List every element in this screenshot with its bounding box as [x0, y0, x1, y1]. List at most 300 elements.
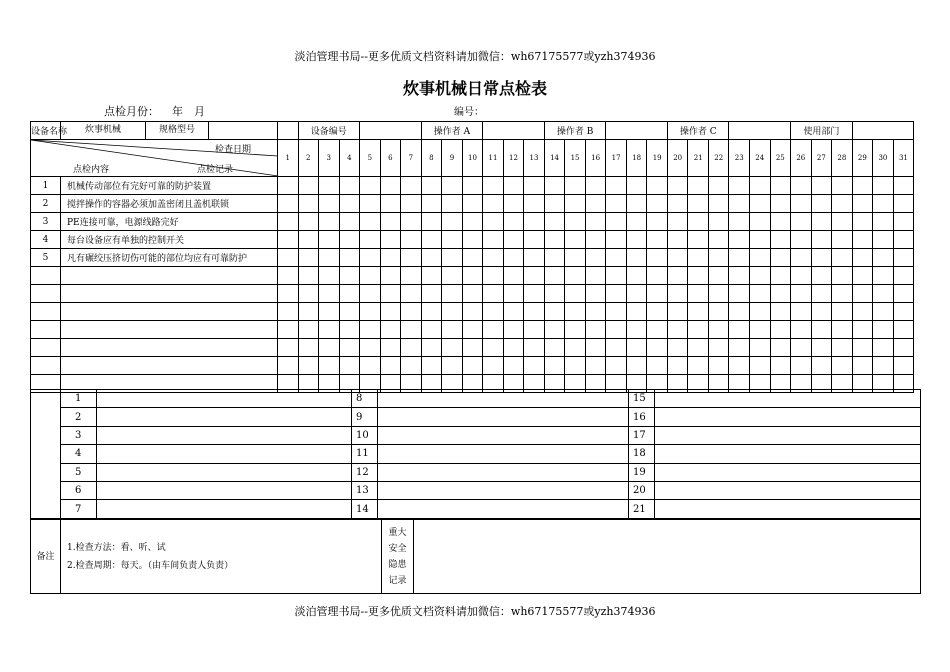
day-check-cell[interactable] [503, 303, 524, 321]
day-check-cell[interactable] [483, 357, 504, 375]
day-check-cell[interactable] [462, 177, 483, 195]
day-check-cell[interactable] [626, 303, 647, 321]
day-check-cell[interactable] [791, 339, 812, 357]
day-check-cell[interactable] [544, 177, 565, 195]
day-check-cell[interactable] [298, 177, 319, 195]
record-entry[interactable] [655, 426, 921, 444]
day-check-cell[interactable] [708, 321, 729, 339]
record-entry[interactable] [655, 390, 921, 408]
day-check-cell[interactable] [421, 249, 442, 267]
day-check-cell[interactable] [339, 177, 360, 195]
day-check-cell[interactable] [442, 357, 463, 375]
day-check-cell[interactable] [791, 213, 812, 231]
day-check-cell[interactable] [585, 339, 606, 357]
day-check-cell[interactable] [278, 285, 299, 303]
day-check-cell[interactable] [811, 267, 832, 285]
day-check-cell[interactable] [360, 303, 381, 321]
day-check-cell[interactable] [832, 321, 853, 339]
day-check-cell[interactable] [524, 321, 545, 339]
day-check-cell[interactable] [626, 231, 647, 249]
day-check-cell[interactable] [544, 249, 565, 267]
day-check-cell[interactable] [585, 285, 606, 303]
day-check-cell[interactable] [606, 303, 627, 321]
day-check-cell[interactable] [893, 267, 914, 285]
day-check-cell[interactable] [442, 249, 463, 267]
day-check-cell[interactable] [483, 195, 504, 213]
day-check-cell[interactable] [811, 249, 832, 267]
day-check-cell[interactable] [626, 177, 647, 195]
operator-c-value[interactable] [729, 122, 791, 140]
day-check-cell[interactable] [647, 357, 668, 375]
record-entry[interactable] [655, 445, 921, 463]
day-check-cell[interactable] [483, 339, 504, 357]
day-check-cell[interactable] [462, 249, 483, 267]
day-check-cell[interactable] [565, 267, 586, 285]
day-check-cell[interactable] [852, 321, 873, 339]
day-check-cell[interactable] [647, 267, 668, 285]
day-check-cell[interactable] [667, 231, 688, 249]
day-check-cell[interactable] [565, 303, 586, 321]
day-check-cell[interactable] [873, 267, 894, 285]
day-check-cell[interactable] [729, 357, 750, 375]
day-check-cell[interactable] [729, 267, 750, 285]
day-check-cell[interactable] [339, 285, 360, 303]
day-check-cell[interactable] [524, 195, 545, 213]
day-check-cell[interactable] [750, 357, 771, 375]
day-check-cell[interactable] [811, 303, 832, 321]
day-check-cell[interactable] [278, 195, 299, 213]
day-check-cell[interactable] [319, 303, 340, 321]
day-check-cell[interactable] [750, 339, 771, 357]
day-check-cell[interactable] [667, 303, 688, 321]
day-check-cell[interactable] [832, 339, 853, 357]
day-check-cell[interactable] [852, 285, 873, 303]
day-check-cell[interactable] [667, 177, 688, 195]
day-check-cell[interactable] [729, 339, 750, 357]
day-check-cell[interactable] [852, 357, 873, 375]
record-entry[interactable] [378, 390, 629, 408]
day-check-cell[interactable] [667, 249, 688, 267]
day-check-cell[interactable] [503, 177, 524, 195]
day-check-cell[interactable] [852, 231, 873, 249]
day-check-cell[interactable] [750, 195, 771, 213]
day-check-cell[interactable] [442, 195, 463, 213]
day-check-cell[interactable] [770, 303, 791, 321]
day-check-cell[interactable] [606, 339, 627, 357]
day-check-cell[interactable] [770, 213, 791, 231]
day-check-cell[interactable] [585, 249, 606, 267]
day-check-cell[interactable] [544, 213, 565, 231]
day-check-cell[interactable] [832, 231, 853, 249]
day-check-cell[interactable] [278, 321, 299, 339]
day-check-cell[interactable] [688, 321, 709, 339]
day-check-cell[interactable] [298, 267, 319, 285]
day-check-cell[interactable] [688, 267, 709, 285]
day-check-cell[interactable] [339, 267, 360, 285]
day-check-cell[interactable] [688, 357, 709, 375]
day-check-cell[interactable] [380, 177, 401, 195]
day-check-cell[interactable] [626, 357, 647, 375]
day-check-cell[interactable] [298, 357, 319, 375]
day-check-cell[interactable] [339, 357, 360, 375]
day-check-cell[interactable] [524, 213, 545, 231]
day-check-cell[interactable] [688, 177, 709, 195]
day-check-cell[interactable] [524, 267, 545, 285]
day-check-cell[interactable] [873, 177, 894, 195]
day-check-cell[interactable] [278, 213, 299, 231]
day-check-cell[interactable] [544, 267, 565, 285]
day-check-cell[interactable] [791, 303, 812, 321]
day-check-cell[interactable] [298, 321, 319, 339]
day-check-cell[interactable] [791, 177, 812, 195]
record-entry[interactable] [97, 500, 352, 518]
day-check-cell[interactable] [873, 195, 894, 213]
day-check-cell[interactable] [832, 267, 853, 285]
day-check-cell[interactable] [606, 357, 627, 375]
day-check-cell[interactable] [667, 195, 688, 213]
day-check-cell[interactable] [298, 195, 319, 213]
day-check-cell[interactable] [647, 195, 668, 213]
day-check-cell[interactable] [565, 177, 586, 195]
day-check-cell[interactable] [873, 231, 894, 249]
day-check-cell[interactable] [421, 357, 442, 375]
day-check-cell[interactable] [360, 267, 381, 285]
day-check-cell[interactable] [893, 339, 914, 357]
day-check-cell[interactable] [565, 213, 586, 231]
day-check-cell[interactable] [647, 285, 668, 303]
day-check-cell[interactable] [811, 177, 832, 195]
record-entry[interactable] [97, 408, 352, 426]
record-entry[interactable] [378, 500, 629, 518]
day-check-cell[interactable] [585, 303, 606, 321]
day-check-cell[interactable] [750, 285, 771, 303]
day-check-cell[interactable] [319, 285, 340, 303]
day-check-cell[interactable] [729, 213, 750, 231]
day-check-cell[interactable] [791, 321, 812, 339]
day-check-cell[interactable] [360, 249, 381, 267]
day-check-cell[interactable] [339, 249, 360, 267]
day-check-cell[interactable] [893, 213, 914, 231]
day-check-cell[interactable] [360, 339, 381, 357]
day-check-cell[interactable] [524, 303, 545, 321]
day-check-cell[interactable] [873, 321, 894, 339]
day-check-cell[interactable] [565, 339, 586, 357]
day-check-cell[interactable] [852, 213, 873, 231]
day-check-cell[interactable] [811, 195, 832, 213]
day-check-cell[interactable] [585, 177, 606, 195]
day-check-cell[interactable] [565, 285, 586, 303]
day-check-cell[interactable] [626, 285, 647, 303]
day-check-cell[interactable] [401, 195, 422, 213]
day-check-cell[interactable] [791, 195, 812, 213]
day-check-cell[interactable] [708, 231, 729, 249]
day-check-cell[interactable] [893, 177, 914, 195]
day-check-cell[interactable] [708, 249, 729, 267]
day-check-cell[interactable] [852, 249, 873, 267]
day-check-cell[interactable] [401, 231, 422, 249]
day-check-cell[interactable] [380, 303, 401, 321]
day-check-cell[interactable] [421, 321, 442, 339]
day-check-cell[interactable] [401, 321, 422, 339]
day-check-cell[interactable] [626, 267, 647, 285]
day-check-cell[interactable] [852, 339, 873, 357]
day-check-cell[interactable] [667, 339, 688, 357]
day-check-cell[interactable] [360, 177, 381, 195]
day-check-cell[interactable] [319, 195, 340, 213]
day-check-cell[interactable] [483, 213, 504, 231]
day-check-cell[interactable] [544, 285, 565, 303]
day-check-cell[interactable] [483, 267, 504, 285]
day-check-cell[interactable] [626, 339, 647, 357]
day-check-cell[interactable] [401, 267, 422, 285]
day-check-cell[interactable] [339, 321, 360, 339]
day-check-cell[interactable] [688, 195, 709, 213]
day-check-cell[interactable] [298, 213, 319, 231]
record-entry[interactable] [97, 463, 352, 481]
day-check-cell[interactable] [319, 321, 340, 339]
day-check-cell[interactable] [421, 213, 442, 231]
day-check-cell[interactable] [729, 231, 750, 249]
day-check-cell[interactable] [401, 339, 422, 357]
day-check-cell[interactable] [770, 357, 791, 375]
day-check-cell[interactable] [421, 231, 442, 249]
day-check-cell[interactable] [708, 195, 729, 213]
day-check-cell[interactable] [319, 267, 340, 285]
day-check-cell[interactable] [442, 213, 463, 231]
day-check-cell[interactable] [421, 195, 442, 213]
day-check-cell[interactable] [278, 177, 299, 195]
day-check-cell[interactable] [852, 195, 873, 213]
day-check-cell[interactable] [298, 303, 319, 321]
day-check-cell[interactable] [585, 195, 606, 213]
day-check-cell[interactable] [401, 249, 422, 267]
day-check-cell[interactable] [442, 231, 463, 249]
day-check-cell[interactable] [667, 321, 688, 339]
day-check-cell[interactable] [565, 231, 586, 249]
day-check-cell[interactable] [462, 213, 483, 231]
record-entry[interactable] [378, 426, 629, 444]
day-check-cell[interactable] [339, 195, 360, 213]
day-check-cell[interactable] [503, 267, 524, 285]
day-check-cell[interactable] [524, 285, 545, 303]
day-check-cell[interactable] [585, 213, 606, 231]
record-entry[interactable] [97, 481, 352, 499]
day-check-cell[interactable] [893, 303, 914, 321]
day-check-cell[interactable] [750, 303, 771, 321]
day-check-cell[interactable] [483, 249, 504, 267]
day-check-cell[interactable] [360, 213, 381, 231]
day-check-cell[interactable] [606, 321, 627, 339]
day-check-cell[interactable] [503, 213, 524, 231]
day-check-cell[interactable] [503, 285, 524, 303]
record-entry[interactable] [655, 408, 921, 426]
day-check-cell[interactable] [380, 231, 401, 249]
day-check-cell[interactable] [298, 249, 319, 267]
day-check-cell[interactable] [421, 303, 442, 321]
day-check-cell[interactable] [688, 339, 709, 357]
day-check-cell[interactable] [811, 213, 832, 231]
day-check-cell[interactable] [626, 321, 647, 339]
day-check-cell[interactable] [360, 321, 381, 339]
day-check-cell[interactable] [360, 231, 381, 249]
day-check-cell[interactable] [770, 249, 791, 267]
day-check-cell[interactable] [483, 321, 504, 339]
day-check-cell[interactable] [873, 285, 894, 303]
day-check-cell[interactable] [278, 339, 299, 357]
day-check-cell[interactable] [606, 195, 627, 213]
day-check-cell[interactable] [647, 303, 668, 321]
day-check-cell[interactable] [401, 357, 422, 375]
day-check-cell[interactable] [811, 357, 832, 375]
day-check-cell[interactable] [729, 249, 750, 267]
day-check-cell[interactable] [278, 231, 299, 249]
day-check-cell[interactable] [503, 321, 524, 339]
day-check-cell[interactable] [852, 177, 873, 195]
day-check-cell[interactable] [811, 321, 832, 339]
day-check-cell[interactable] [852, 303, 873, 321]
day-check-cell[interactable] [811, 285, 832, 303]
day-check-cell[interactable] [421, 177, 442, 195]
day-check-cell[interactable] [524, 249, 545, 267]
day-check-cell[interactable] [585, 357, 606, 375]
day-check-cell[interactable] [421, 339, 442, 357]
day-check-cell[interactable] [893, 285, 914, 303]
day-check-cell[interactable] [647, 339, 668, 357]
day-check-cell[interactable] [442, 267, 463, 285]
day-check-cell[interactable] [360, 195, 381, 213]
day-check-cell[interactable] [708, 303, 729, 321]
day-check-cell[interactable] [770, 339, 791, 357]
day-check-cell[interactable] [750, 231, 771, 249]
day-check-cell[interactable] [462, 285, 483, 303]
day-check-cell[interactable] [462, 195, 483, 213]
day-check-cell[interactable] [811, 231, 832, 249]
day-check-cell[interactable] [873, 357, 894, 375]
day-check-cell[interactable] [708, 357, 729, 375]
day-check-cell[interactable] [893, 231, 914, 249]
equipment-code-value[interactable] [360, 122, 422, 140]
day-check-cell[interactable] [873, 249, 894, 267]
day-check-cell[interactable] [442, 177, 463, 195]
day-check-cell[interactable] [462, 339, 483, 357]
day-check-cell[interactable] [380, 249, 401, 267]
day-check-cell[interactable] [278, 357, 299, 375]
day-check-cell[interactable] [319, 177, 340, 195]
day-check-cell[interactable] [524, 357, 545, 375]
record-entry[interactable] [378, 481, 629, 499]
day-check-cell[interactable] [750, 249, 771, 267]
day-check-cell[interactable] [708, 339, 729, 357]
day-check-cell[interactable] [462, 303, 483, 321]
day-check-cell[interactable] [770, 231, 791, 249]
day-check-cell[interactable] [524, 339, 545, 357]
day-check-cell[interactable] [380, 285, 401, 303]
day-check-cell[interactable] [873, 213, 894, 231]
day-check-cell[interactable] [339, 231, 360, 249]
day-check-cell[interactable] [462, 321, 483, 339]
day-check-cell[interactable] [770, 195, 791, 213]
day-check-cell[interactable] [565, 249, 586, 267]
day-check-cell[interactable] [503, 231, 524, 249]
day-check-cell[interactable] [832, 303, 853, 321]
day-check-cell[interactable] [832, 249, 853, 267]
day-check-cell[interactable] [503, 357, 524, 375]
day-check-cell[interactable] [319, 357, 340, 375]
day-check-cell[interactable] [729, 195, 750, 213]
record-entry[interactable] [97, 445, 352, 463]
day-check-cell[interactable] [421, 267, 442, 285]
day-check-cell[interactable] [750, 267, 771, 285]
day-check-cell[interactable] [442, 285, 463, 303]
day-check-cell[interactable] [483, 285, 504, 303]
day-check-cell[interactable] [319, 231, 340, 249]
day-check-cell[interactable] [667, 357, 688, 375]
day-check-cell[interactable] [380, 357, 401, 375]
day-check-cell[interactable] [278, 267, 299, 285]
day-check-cell[interactable] [319, 249, 340, 267]
day-check-cell[interactable] [298, 285, 319, 303]
day-check-cell[interactable] [442, 321, 463, 339]
day-check-cell[interactable] [524, 177, 545, 195]
day-check-cell[interactable] [688, 303, 709, 321]
day-check-cell[interactable] [893, 249, 914, 267]
day-check-cell[interactable] [832, 285, 853, 303]
record-entry[interactable] [97, 390, 352, 408]
day-check-cell[interactable] [462, 357, 483, 375]
day-check-cell[interactable] [606, 249, 627, 267]
day-check-cell[interactable] [770, 285, 791, 303]
day-check-cell[interactable] [606, 177, 627, 195]
day-check-cell[interactable] [544, 195, 565, 213]
day-check-cell[interactable] [503, 249, 524, 267]
day-check-cell[interactable] [606, 285, 627, 303]
day-check-cell[interactable] [565, 321, 586, 339]
day-check-cell[interactable] [442, 339, 463, 357]
day-check-cell[interactable] [688, 213, 709, 231]
day-check-cell[interactable] [770, 177, 791, 195]
record-entry[interactable] [655, 500, 921, 518]
day-check-cell[interactable] [544, 321, 565, 339]
day-check-cell[interactable] [667, 267, 688, 285]
day-check-cell[interactable] [585, 321, 606, 339]
day-check-cell[interactable] [544, 303, 565, 321]
day-check-cell[interactable] [339, 213, 360, 231]
day-check-cell[interactable] [278, 249, 299, 267]
day-check-cell[interactable] [708, 177, 729, 195]
record-entry[interactable] [378, 445, 629, 463]
day-check-cell[interactable] [462, 267, 483, 285]
day-check-cell[interactable] [729, 177, 750, 195]
day-check-cell[interactable] [647, 249, 668, 267]
record-entry[interactable] [378, 463, 629, 481]
day-check-cell[interactable] [421, 285, 442, 303]
day-check-cell[interactable] [729, 303, 750, 321]
day-check-cell[interactable] [380, 213, 401, 231]
record-entry[interactable] [97, 426, 352, 444]
day-check-cell[interactable] [647, 213, 668, 231]
day-check-cell[interactable] [770, 267, 791, 285]
day-check-cell[interactable] [750, 321, 771, 339]
day-check-cell[interactable] [647, 231, 668, 249]
day-check-cell[interactable] [832, 213, 853, 231]
day-check-cell[interactable] [893, 195, 914, 213]
day-check-cell[interactable] [360, 285, 381, 303]
day-check-cell[interactable] [626, 249, 647, 267]
record-entry[interactable] [655, 463, 921, 481]
day-check-cell[interactable] [524, 231, 545, 249]
day-check-cell[interactable] [544, 339, 565, 357]
model-value-ext[interactable] [278, 122, 299, 140]
